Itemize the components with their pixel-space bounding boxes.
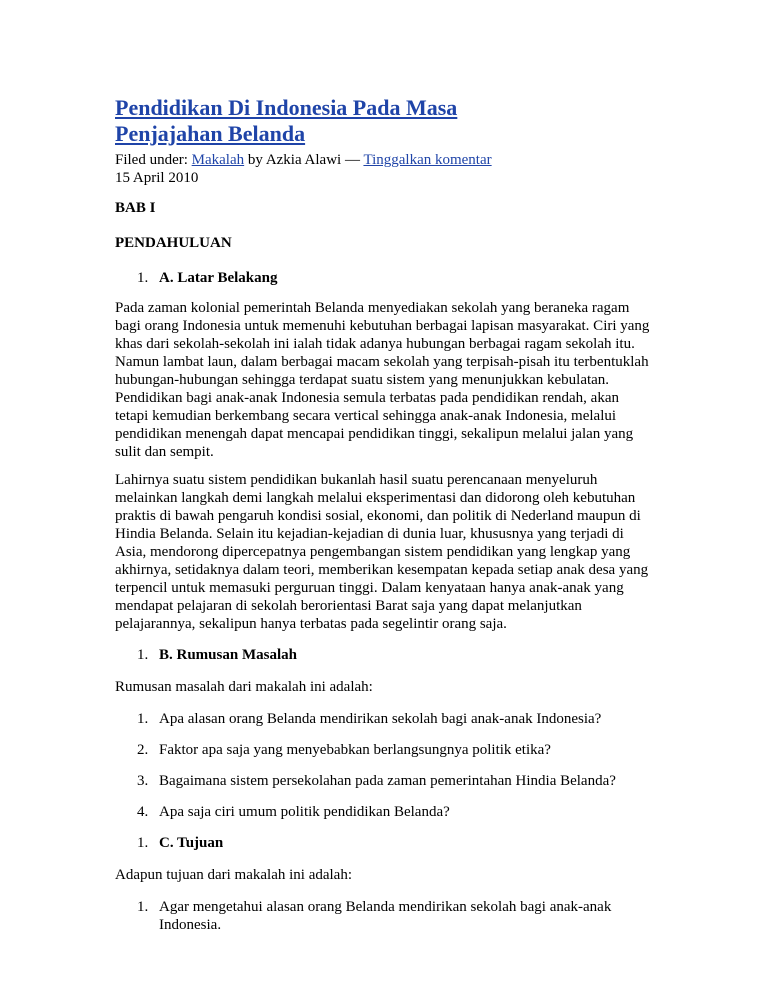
section-heading-item — [115, 269, 655, 287]
section-heading-text: B. Rumusan Masalah — [159, 647, 297, 663]
section-heading-a — [115, 269, 655, 287]
section-number: 1. — [137, 270, 149, 286]
list-item-number: 1. — [137, 899, 149, 915]
list-item — [115, 803, 655, 821]
section-heading-c — [115, 834, 655, 852]
section-number: 1. — [137, 647, 149, 663]
tujuan-intro: Adapun tujuan dari makalah ini adalah: — [115, 867, 353, 883]
author-byline: by Azkia Alawi — — [244, 152, 364, 168]
post-title-line-2[interactable]: Penjajahan Belanda — [115, 121, 306, 146]
category-link[interactable]: Makalah — [191, 152, 245, 168]
post-title-link[interactable] — [115, 95, 495, 147]
list-item-text: Faktor apa saja yang menyebabkan berlangsungnya politik etika? — [159, 742, 551, 758]
list-item-text: Agar mengetahui alasan orang Belanda mendirikan sekolah bagi anak-anak Indonesia. — [159, 899, 612, 933]
tujuan-list — [115, 898, 655, 934]
list-item — [115, 772, 655, 790]
section-heading-b — [115, 646, 655, 664]
post-meta — [115, 151, 655, 169]
post-date: 15 April 2010 — [115, 170, 199, 186]
list-item — [115, 898, 655, 934]
comment-link[interactable]: Tinggalkan komentar — [363, 152, 492, 168]
list-item — [115, 741, 655, 759]
chapter-label: BAB I — [115, 200, 156, 216]
list-item-number: 2. — [137, 742, 149, 758]
document-page — [115, 95, 655, 934]
filed-under-label: Filed under: — [115, 152, 192, 168]
section-number: 1. — [137, 835, 149, 851]
list-item-text: Bagaimana sistem persekolahan pada zaman pemerintahan Hindia Belanda? — [159, 773, 616, 789]
section-heading-text: C. Tujuan — [159, 835, 224, 851]
paragraph-latar-2: Lahirnya suatu sistem pendidikan bukanlah hasil suatu perencanaan menyeluruh melainkan langkah demi langkah melalui eksperimentasi dan didorong oleh kebutuhan praktis di bawah pengaruh kondisi sosial, ekonomi, dan politik di Nederland maupun di Hindia Belanda. Selain itu kejadian-kejadian di dunia luar, khususnya yang terjadi di Asia, mendorong dipercepatnya pengembangan sistem pendidikan yang lengkap yang akhirnya, setidaknya dalam teori, memberikan kesempatan kepada setiap anak desa yang terpencil untuk memasuki perguruan tinggi. Dalam kenyataan hanya anak-anak yang mendapat pelajaran di sekolah berorientasi Barat saja yang dapat melanjutkan pelajarannya, sekalipun hanya terbatas pada segelintir orang saja. — [115, 472, 649, 632]
post-title-line-1[interactable]: Pendidikan Di Indonesia Pada Masa — [115, 95, 458, 120]
chapter-title: PENDAHULUAN — [115, 235, 232, 251]
section-heading-item — [115, 646, 655, 664]
list-item — [115, 710, 655, 728]
section-heading-item — [115, 834, 655, 852]
list-item-number: 1. — [137, 711, 149, 727]
list-item-number: 4. — [137, 804, 149, 820]
paragraph-latar-1: Pada zaman kolonial pemerintah Belanda menyediakan sekolah yang beraneka ragam bagi orang Indonesia untuk memenuhi kebutuhan berbagai lapisan masyarakat. Ciri yang khas dari sekolah-sekolah ini ialah tidak adanya hubungan berbagai ragam sekolah itu. Namun lambat laun, dalam berbagai macam sekolah yang terpisah-pisah itu terbentuklah hubungan-hubungan sehingga terdapat suatu sistem yang menunjukkan kebulatan. Pendidikan bagi anak-anak Indonesia semula terbatas pada pendidikan rendah, akan tetapi kemudian berkembang secara vertical sehingga anak-anak Indonesia, melalui pendidikan menengah dapat mencapai pendidikan tinggi, sekalipun melalui jalan yang sulit dan sempit. — [115, 300, 650, 460]
list-item-number: 3. — [137, 773, 149, 789]
list-item-text: Apa saja ciri umum politik pendidikan Belanda? — [159, 804, 450, 820]
list-item-text: Apa alasan orang Belanda mendirikan sekolah bagi anak-anak Indonesia? — [159, 711, 602, 727]
section-heading-text: A. Latar Belakang — [159, 270, 278, 286]
rumusan-list — [115, 710, 655, 821]
rumusan-intro: Rumusan masalah dari makalah ini adalah: — [115, 679, 373, 695]
